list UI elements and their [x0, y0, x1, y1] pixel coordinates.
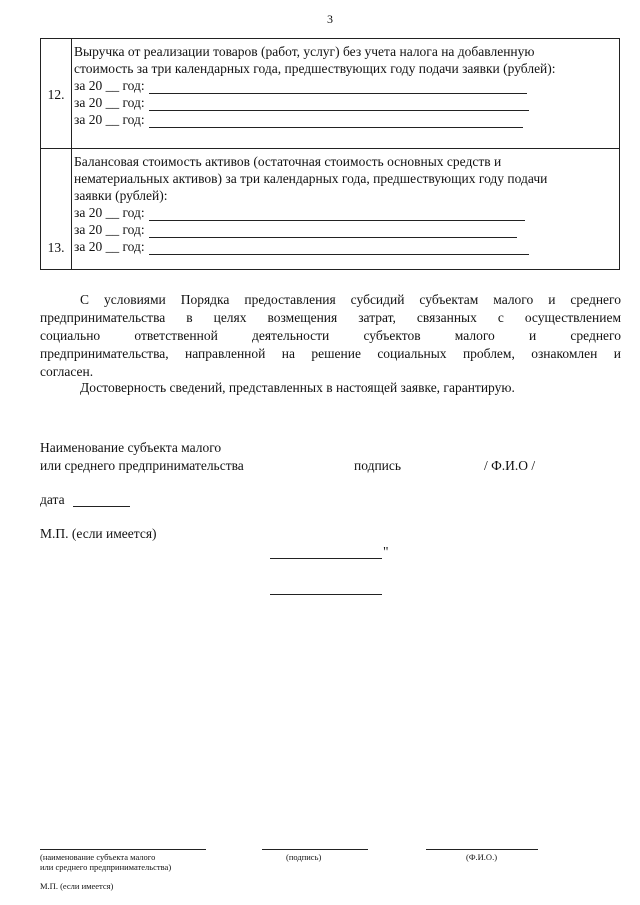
year-label: за 20 __ год:: [74, 205, 145, 220]
row-content-cell: [74, 43, 615, 128]
year-label: за 20 __ год:: [74, 222, 145, 237]
year-label: за 20 __ год:: [74, 95, 145, 110]
row-description-line: нематериальных активов) за три календарных года, предшествующих году подачи: [74, 171, 548, 186]
row-description-line: заявки (рублей):: [74, 188, 168, 203]
year-value-field[interactable]: [149, 98, 529, 111]
footer-subject-line: [40, 849, 206, 850]
fio-label: / Ф.И.О /: [484, 458, 536, 473]
agreement-paragraph: [40, 291, 621, 381]
row-description-line: Выручка от реализации товаров (работ, услуг) без учета налога на добавленную: [74, 44, 535, 59]
table-row: [41, 39, 619, 149]
page-number: 3: [327, 12, 333, 26]
quote-mark: ": [383, 544, 389, 559]
row-description-line: стоимость за три календарных года, предшествующих году подачи заявки (рублей):: [74, 61, 556, 76]
year-label: за 20 __ год:: [74, 78, 145, 93]
signature-line: [270, 594, 382, 595]
year-value-field[interactable]: [149, 208, 525, 221]
signature-line: [270, 558, 382, 559]
year-value-field[interactable]: [149, 242, 529, 255]
date-field[interactable]: [73, 506, 130, 507]
row-number-cell: [41, 149, 72, 269]
footer-subject-label: (наименование субъекта малого: [40, 852, 156, 862]
agreement-line: предпринимательства, направленной на решение социальных проблем, ознакомлен и: [40, 346, 621, 361]
footer-stamp-label: М.П. (если имеется): [40, 881, 114, 891]
footer-sign-line: [262, 849, 368, 850]
year-entry: [74, 221, 615, 238]
agreement-line: С условиями Порядка предоставления субсидий субъектам малого и среднего: [80, 292, 621, 307]
financial-table: [40, 38, 620, 270]
year-value-field[interactable]: [149, 115, 523, 128]
signature-label: подпись: [354, 458, 402, 473]
table-row: [41, 149, 619, 269]
footer-sign-label: (подпись): [286, 852, 322, 862]
row-number: 12.: [47, 87, 65, 102]
guarantee-statement: Достоверность сведений, представленных в настоящей заявке, гарантирую.: [80, 380, 515, 395]
agreement-line: согласен.: [40, 364, 94, 379]
year-entry: [74, 111, 615, 128]
stamp-label: М.П. (если имеется): [40, 526, 157, 541]
year-entry: [74, 204, 615, 221]
row-content-cell: [74, 153, 615, 255]
subject-name-label: Наименование субъекта малого: [40, 440, 222, 455]
footer-fio-line: [426, 849, 538, 850]
year-entry: [74, 94, 615, 111]
date-label: дата: [40, 492, 65, 507]
year-value-field[interactable]: [149, 225, 517, 238]
year-label: за 20 __ год:: [74, 112, 145, 127]
subject-name-label: или среднего предпринимательства: [40, 458, 244, 473]
agreement-line: предпринимательства в целях возмещения затрат, связанных с осуществлением: [40, 310, 621, 325]
year-value-field[interactable]: [149, 81, 527, 94]
row-number: 13.: [47, 240, 65, 255]
year-label: за 20 __ год:: [74, 239, 145, 254]
footer-fio-label: (Ф.И.О.): [466, 852, 498, 862]
row-description-line: Балансовая стоимость активов (остаточная стоимость основных средств и: [74, 154, 502, 169]
agreement-line: социально ответственной деятельности субъектов малого и среднего: [40, 328, 621, 343]
year-entry: [74, 77, 615, 94]
footer-subject-label: или среднего предпринимательства): [40, 862, 172, 872]
year-entry: [74, 238, 615, 255]
row-number-cell: [41, 39, 72, 148]
